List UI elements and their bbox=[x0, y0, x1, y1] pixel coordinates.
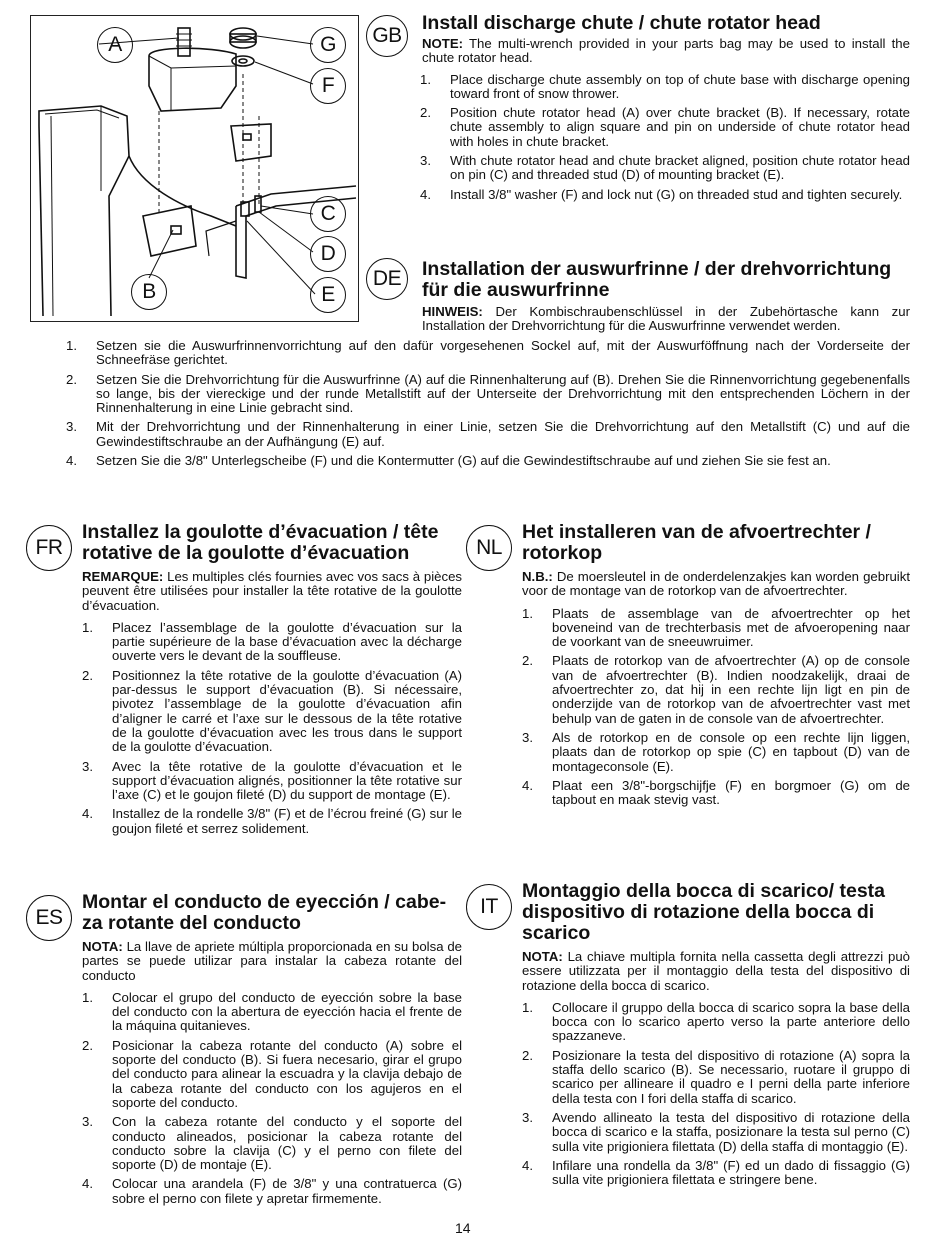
list-item: 2. Posizionare la testa del dispositivo di rotazione (A) sopra la staffa dello scarico (B). Se necessario, ruotare il gruppo di scarico per allineare il quadro e I perni della parte inferiore della testa con I fori della staffa di scarico. bbox=[522, 1047, 910, 1106]
section-gb bbox=[422, 13, 910, 207]
callout-e: E bbox=[310, 277, 346, 313]
steps-es bbox=[82, 989, 462, 1206]
list-item: 4. Colocar una arandela (F) de 3/8" y una contratuerca (G) sobre el perno con filete y apretar firmemente. bbox=[82, 1176, 462, 1206]
section-fr bbox=[82, 522, 462, 841]
page-number: 14 bbox=[455, 1220, 471, 1236]
list-item: 2. Plaats de rotorkop van de afvoertrechter (A) op de console van de afvoertrechter (B). Indien noodzakelijk, draai de afvoertrechter zo, dat hij in een rechte lijn ligt en pin de onderzijde van de rotorkop van de afvoertrechter vast met behulp van de gaten in de console van de afvoertrechter. bbox=[522, 653, 910, 726]
section-it bbox=[522, 881, 910, 1192]
list-item: 1. Place discharge chute assembly on top of chute base with discharge opening toward front of snow thrower. bbox=[420, 71, 910, 101]
note-de: HINWEIS: Der Kombischraubenschlüssel in der Zubehörtasche kann zur Installation der Drehvorrichtung für die Auswurfrinne verwendet werden. bbox=[422, 304, 910, 334]
callout-c: C bbox=[310, 196, 346, 232]
note-gb: NOTE: The multi-wrench provided in your parts bag may be used to install the chute rotator head. bbox=[422, 36, 910, 66]
note-es: NOTA: La llave de apriete múltipla proporcionada en su bolsa de partes se puede utilizar para instalar la cabeza rotante del conducto bbox=[82, 939, 462, 983]
list-item: 1. Collocare il gruppo della bocca di scarico sopra la base della bocca con lo scarico aperto verso la parte anteriore dello spazzaneve. bbox=[522, 999, 910, 1044]
callout-d: D bbox=[310, 236, 346, 272]
list-item: 1. Setzen sie die Auswurfrinnenvorrichtung auf den dafür vorgesehenen Sockel auf, mit der Auswurföffnung nach der Vorderseite der Schneefräse gerichtet. bbox=[66, 338, 910, 368]
lang-badge-de: DE bbox=[366, 258, 408, 300]
section-es bbox=[82, 892, 462, 1211]
note-fr: REMARQUE: Les multiples clés fournies avec vos sacs à pièces peuvent être utilisées pour installer la tête rotative de la goulotte d’évacuation. bbox=[82, 569, 462, 613]
section-title-de: Installation der auswurfrinne / der drehvorrichtung für die auswurfrinne bbox=[422, 258, 892, 301]
list-item: 4. Setzen Sie die 3/8" Unterlegscheibe (F) und die Kontermutter (G) auf die Gewindestiftschraube auf und ziehen Sie sie fest an. bbox=[66, 453, 831, 469]
list-item: 1. Placez l’assemblage de la goulotte d’évacuation sur la partie supérieure de la base d’évacuation avec la décharge ouverte vers le devant de la souffleuse. bbox=[82, 619, 462, 664]
note-it: NOTA: La chiave multipla fornita nella cassetta degli attrezzi può essere utilizzata per il montaggio della testa del dispositivo di rotazione della bocca di scarico. bbox=[522, 949, 910, 993]
section-title-gb: Install discharge chute / chute rotator head bbox=[422, 12, 821, 34]
list-item: 3. Avec la tête rotative de la goulotte d’évacuation et le support d’évacuation alignés, positionner la tête rotative sur l’axe (C) et le goujon fileté (D) du support de montage (E). bbox=[82, 758, 462, 803]
section-de-header bbox=[422, 259, 910, 334]
list-item: 2. Setzen Sie die Drehvorrichtung für die Auswurfrinne (A) auf die Rinnenhalterung auf (B). Drehen Sie die Rinnenvorrichtung gegebenenfalls so lange, bis der viereckige und der runde Metallstift auf der Unterseite der Drehvorrichtung mit den entsprechenden Löchern in der Rinnenhalterung in eine Linie gebracht sind. bbox=[66, 371, 910, 416]
list-item: 2. Positionnez la tête rotative de la goulotte d’évacuation (A) par-dessus le support d’évacuation (B). Si nécessaire, pivotez l’assemblage de la goulotte d’évacuation afin d’aligner le carré et l’axe sur le dessous de la tête rotative de la goulotte d’évacuation avec les trous dans le support de la goulotte d’évacuation. bbox=[82, 667, 462, 755]
lang-badge-nl: NL bbox=[466, 525, 512, 571]
assembly-diagram bbox=[30, 15, 359, 322]
lang-badge-fr: FR bbox=[26, 525, 72, 571]
callout-f: F bbox=[310, 68, 346, 104]
section-title-it: Montaggio della bocca di scarico/ testa dispositivo di rotazione della bocca di scarico bbox=[522, 880, 886, 944]
list-item: 3. Als de rotorkop en de console op een rechte lijn liggen, plaats dan de rotorkop op spie (C) en tapbout (D) van de montageconsole (E). bbox=[522, 729, 910, 774]
list-item: 3. With chute rotator head and chute bracket aligned, position chute rotator head on pin (C) and threaded stud (D) of mounting bracket (E). bbox=[420, 153, 910, 183]
steps-nl bbox=[522, 605, 910, 808]
list-item: 3. Avendo allineato la testa del dispositivo di rotazione della bocca di scarico e la staffa, posizionare la testa sul perno (C) sulla vite prigioniera filettata (D) della staffa di montaggio (E). bbox=[522, 1109, 910, 1154]
list-item: 1. Colocar el grupo del conducto de eyección sobre la base del conducto con la abertura de eyección hacia el frente de la máquina quitanieves. bbox=[82, 989, 462, 1034]
section-nl bbox=[522, 522, 910, 812]
lang-badge-es: ES bbox=[26, 895, 72, 941]
steps-it bbox=[522, 999, 910, 1188]
list-item: 4. Install 3/8" washer (F) and lock nut (G) on threaded stud and tighten securely. bbox=[420, 186, 903, 202]
lang-badge-it: IT bbox=[466, 884, 512, 930]
list-item: 4. Plaat een 3/8"-borgschijfje (F) en borgmoer (G) om de tapbout en maak stevig vast. bbox=[522, 777, 910, 808]
steps-gb bbox=[420, 71, 910, 202]
section-title-es: Montar el conducto de eyección / cabe- za rotante del conducto bbox=[82, 891, 447, 934]
list-item: 2. Position chute rotator head (A) over chute bracket (B). If necessary, rotate chute assembly to align square and pin on underside of chute rotator head with holes in chute bracket. bbox=[420, 105, 910, 149]
list-item: 3. Mit der Drehvorrichtung und der Rinnenhalterung in einer Linie, setzen Sie die Drehvorrichtung auf den Metallstift (C) und auf die Gewindestiftschraube an der Aufhängung (E) auf. bbox=[66, 419, 910, 449]
note-nl: N.B.: De moersleutel in de onderdelenzakjes kan worden gebruikt voor de montage van de rotorkop van de afvoertrechter. bbox=[522, 569, 910, 599]
list-item: 4. Installez de la rondelle 3/8" (F) et de l’écrou freiné (G) sur le goujon fileté et serrez solidement. bbox=[82, 806, 462, 836]
steps-de bbox=[66, 338, 910, 473]
list-item: 3. Con la cabeza rotante del conducto y el soporte del conducto alineados, posicionar la cabeza rotante del conducto sobre la clavija (C) y el perno con filete del soporte (D) de montaje (E). bbox=[82, 1114, 462, 1173]
callout-g: G bbox=[310, 27, 346, 63]
callout-b: B bbox=[131, 274, 167, 310]
chute-assembly-illustration bbox=[31, 16, 358, 321]
section-title-nl: Het installeren van de afvoertrechter / rotorkop bbox=[522, 521, 871, 564]
list-item: 1. Plaats de assemblage van de afvoertrechter op het boveneind van de trechterbasis met de afvoeropening naar de voorkant van de sneeuwruimer. bbox=[522, 605, 910, 650]
section-title-fr: Installez la goulotte d’évacuation / tête rotative de la goulotte d’évacuation bbox=[82, 521, 439, 564]
callout-a: A bbox=[97, 27, 133, 63]
lang-badge-gb: GB bbox=[366, 15, 408, 57]
list-item: 2. Posicionar la cabeza rotante del conducto (A) sobre el soporte del conducto (B). Si fuera necesario, girar el grupo del conducto para alinear la escuadra y la clavija debajo de la cabeza rotante del conducto con los agujeros en el soporte del conducto. bbox=[82, 1037, 462, 1110]
list-item: 4. Infilare una rondella da 3/8" (F) ed un dado di fissaggio (G) sulla vite prigioniera filettata e stringere bene. bbox=[522, 1157, 910, 1188]
steps-fr bbox=[82, 619, 462, 836]
